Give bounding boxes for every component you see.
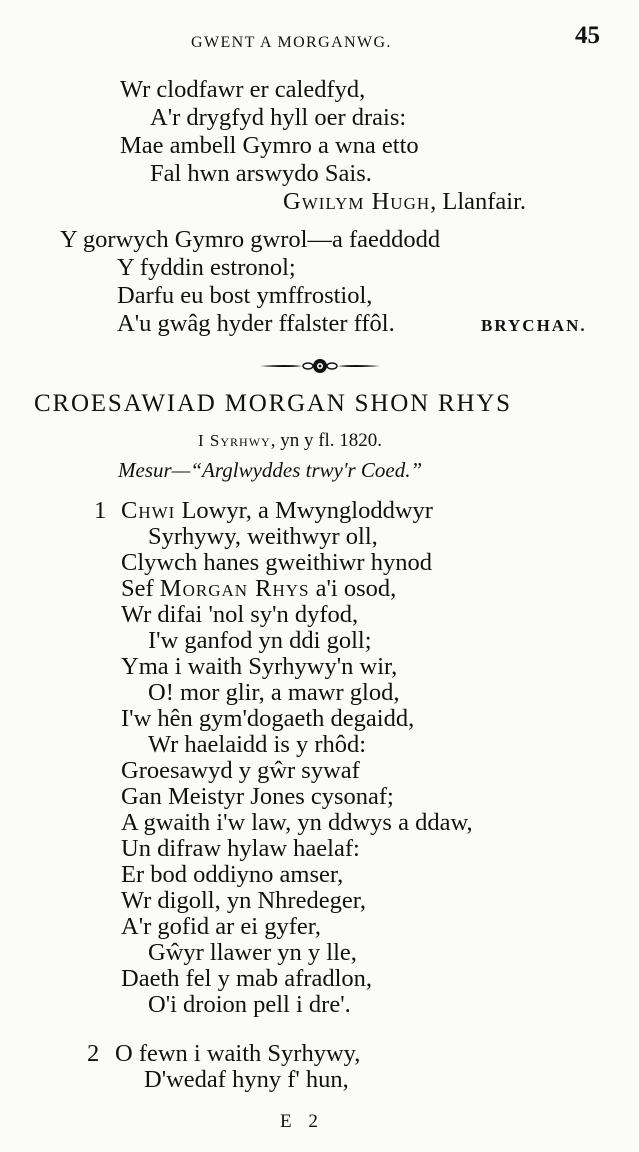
- subtitle-place: I Syrhwy: [198, 431, 271, 450]
- poem-line: Y gorwych Gymro gwrol—a faeddodd: [60, 226, 441, 253]
- poem-line: A'r drygfyd hyll oer drais:: [150, 104, 407, 131]
- poem-line: D'wedaf hyny f' hun,: [144, 1066, 349, 1093]
- poem-attribution: [283, 188, 526, 216]
- attribution-place: , Llanfair.: [430, 188, 527, 215]
- first-word: Chwi: [121, 497, 176, 524]
- poem-line: Wr haelaidd is y rhôd:: [148, 731, 367, 758]
- section-title: CROESAWIAD MORGAN SHON RHYS: [34, 390, 512, 417]
- poem-line: Er bod oddiyno amser,: [121, 861, 344, 888]
- poem-line: Yma i waith Syrhywy'n wir,: [121, 653, 398, 680]
- poem-line: Wr digoll, yn Nhredeger,: [121, 887, 366, 914]
- poem-line: Syrhywy, weithwyr oll,: [148, 523, 378, 550]
- poem-line: O! mor glir, a mawr glod,: [148, 679, 400, 706]
- page-number: 45: [575, 22, 600, 49]
- section-subtitle: [198, 430, 382, 452]
- poem-line: [121, 575, 396, 603]
- poem-line: O fewn i waith Syrhywy,: [115, 1040, 361, 1067]
- stanza-number: 1: [94, 497, 107, 524]
- poem-attribution: BRYCHAN.: [481, 316, 587, 335]
- poem-line: Wr difai 'nol sy'n dyfod,: [121, 601, 359, 628]
- poem-line: Darfu eu bost ymffrostiol,: [117, 282, 373, 309]
- attribution-name: Gwilym Hugh: [283, 188, 431, 215]
- subtitle-date: , yn y fl. 1820.: [270, 430, 383, 451]
- line-prefix: Sef: [121, 575, 160, 602]
- poem-line: A'u gwâg hyder ffalster ffôl.: [117, 310, 395, 337]
- poem-line: Fal hwn arswydo Sais.: [150, 160, 372, 187]
- first-line-rest: Lowyr, a Mwyngloddwyr: [175, 497, 433, 524]
- poem-line: [121, 497, 433, 525]
- poem-line: O'i droion pell i dre'.: [148, 991, 351, 1018]
- poem-line: Gŵyr llawer yn y lle,: [148, 939, 357, 966]
- poem-line: Gan Meistyr Jones cysonaf;: [121, 783, 394, 810]
- poem-line: Clywch hanes gweithiwr hynod: [121, 549, 432, 576]
- tune-line: Mesur—“Arglwyddes trwy'r Coed.”: [118, 458, 423, 482]
- person-name: Morgan Rhys: [159, 575, 310, 602]
- poem-line: I'w ganfod yn ddi goll;: [148, 627, 372, 654]
- signature-mark: E 2: [280, 1111, 324, 1132]
- poem-line: A gwaith i'w law, yn ddwys a ddaw,: [121, 809, 473, 836]
- poem-line: Y fyddin estronol;: [117, 254, 296, 281]
- poem-line: Un difraw hylaw haelaf:: [121, 835, 360, 862]
- poem-line: I'w hên gym'dogaeth degaidd,: [121, 705, 415, 732]
- line-suffix: a'i osod,: [309, 575, 397, 602]
- poem-line: Daeth fel y mab afradlon,: [121, 965, 373, 992]
- poem-line: A'r gofid ar ei gyfer,: [121, 913, 322, 940]
- ornament-divider-icon: [258, 354, 382, 378]
- running-header: GWENT A MORGANWG.: [191, 34, 392, 51]
- poem-line: Groesawyd y gŵr sywaf: [121, 757, 360, 784]
- poem-line: Mae ambell Gymro a wna etto: [120, 132, 419, 159]
- poem-line: Wr clodfawr er caledfyd,: [120, 76, 366, 103]
- stanza-number: 2: [87, 1040, 100, 1067]
